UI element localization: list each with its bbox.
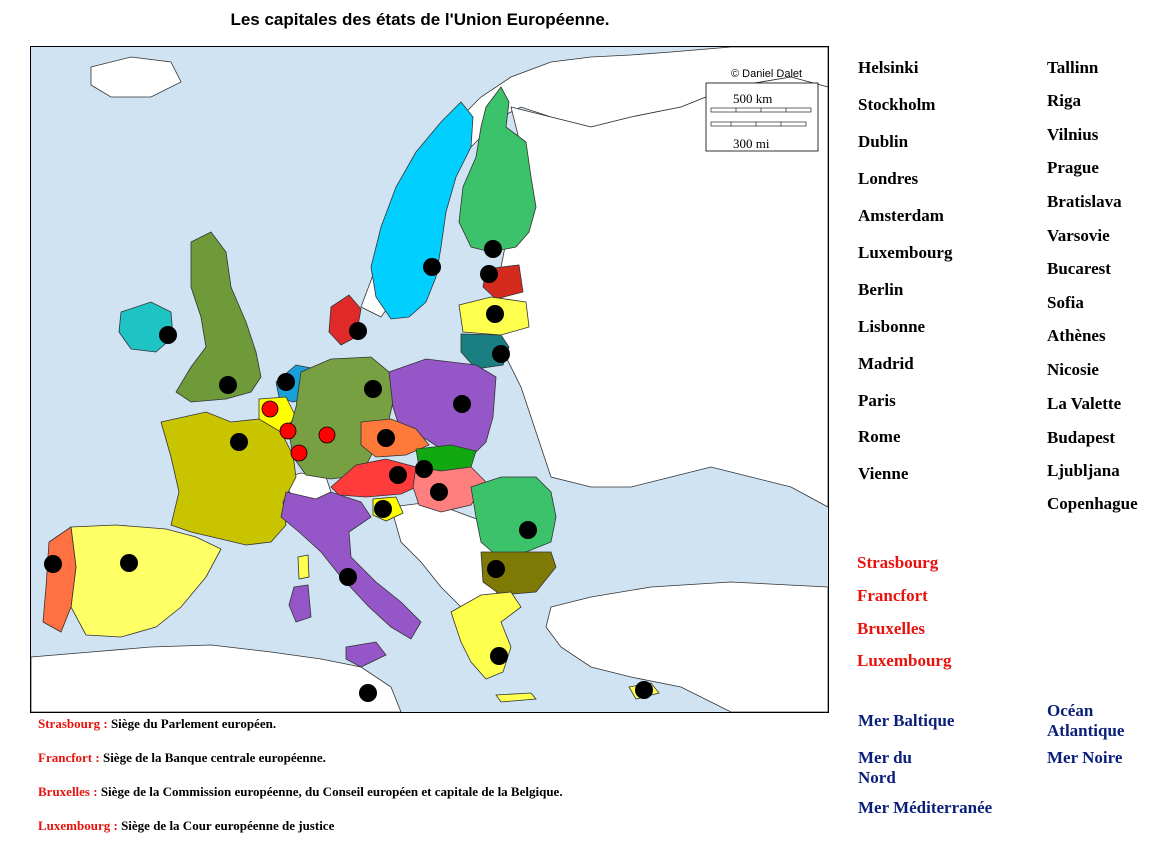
marker-luxembourg[interactable] bbox=[280, 423, 296, 439]
capital-label-vienne[interactable]: Vienne bbox=[858, 464, 909, 483]
sea-label-mer-du-nord[interactable]: Mer du Nord bbox=[858, 748, 912, 787]
capital-label-varsovie[interactable]: Varsovie bbox=[1047, 226, 1110, 245]
legend-row bbox=[38, 818, 334, 834]
capital-label-lisbonne[interactable]: Lisbonne bbox=[858, 317, 926, 336]
marker-warsaw[interactable] bbox=[453, 395, 471, 413]
scale-mi: 300 mi bbox=[733, 136, 770, 151]
capital-label-nicosie[interactable]: Nicosie bbox=[1047, 360, 1099, 379]
capital-label-bratislava[interactable]: Bratislava bbox=[1047, 192, 1122, 211]
marker-helsinki[interactable] bbox=[484, 240, 502, 258]
sea-label-ocean-atlantique[interactable]: Océan Atlantique bbox=[1047, 701, 1125, 740]
marker-lisbon[interactable] bbox=[44, 555, 62, 573]
marker-prague[interactable] bbox=[377, 429, 395, 447]
institution-label-strasbourg[interactable]: Strasbourg bbox=[857, 553, 939, 572]
legend-description: Siège de la Banque centrale européenne. bbox=[102, 750, 326, 765]
country-france bbox=[161, 412, 296, 545]
marker-strasbourg[interactable] bbox=[291, 445, 307, 461]
marker-stockholm[interactable] bbox=[423, 258, 441, 276]
marker-berlin[interactable] bbox=[364, 380, 382, 398]
sea-label-mer-baltique[interactable]: Mer Baltique bbox=[858, 711, 955, 730]
marker-dublin[interactable] bbox=[159, 326, 177, 344]
capital-label-londres[interactable]: Londres bbox=[858, 169, 919, 188]
marker-athens[interactable] bbox=[490, 647, 508, 665]
capital-label-vilnius[interactable]: Vilnius bbox=[1047, 125, 1099, 144]
capital-label-stockholm[interactable]: Stockholm bbox=[858, 95, 936, 114]
capital-label-ljubljana[interactable]: Ljubljana bbox=[1047, 461, 1120, 480]
capital-label-sofia[interactable]: Sofia bbox=[1047, 293, 1084, 312]
legend-city: Strasbourg : bbox=[38, 716, 111, 731]
legend-description: Siège de la Commission européenne, du Conseil européen et capitale de la Belgique. bbox=[100, 784, 563, 799]
capital-label-riga[interactable]: Riga bbox=[1047, 91, 1081, 110]
page-title: Les capitales des états de l'Union Européenne. bbox=[230, 10, 610, 29]
legend-city: Bruxelles : bbox=[38, 784, 101, 799]
sea-label-mer-mediterranee[interactable]: Mer Méditerranée bbox=[858, 798, 993, 817]
marker-riga[interactable] bbox=[486, 305, 504, 323]
marker-london[interactable] bbox=[219, 376, 237, 394]
country-corsica bbox=[298, 555, 309, 579]
map-canvas bbox=[31, 47, 828, 712]
legend-row bbox=[38, 750, 326, 766]
marker-bratislava[interactable] bbox=[415, 460, 433, 478]
capital-label-berlin[interactable]: Berlin bbox=[858, 280, 904, 299]
capital-label-tallinn[interactable]: Tallinn bbox=[1047, 58, 1099, 77]
marker-paris[interactable] bbox=[230, 433, 248, 451]
scale-km: 500 km bbox=[733, 91, 773, 106]
capital-label-rome[interactable]: Rome bbox=[858, 427, 901, 446]
marker-tallinn[interactable] bbox=[480, 265, 498, 283]
legend-row bbox=[38, 784, 563, 800]
capital-label-bucarest[interactable]: Bucarest bbox=[1047, 259, 1111, 278]
institution-label-francfort[interactable]: Francfort bbox=[857, 586, 928, 605]
marker-frankfurt[interactable] bbox=[319, 427, 335, 443]
marker-vilnius[interactable] bbox=[492, 345, 510, 363]
capital-label-amsterdam[interactable]: Amsterdam bbox=[858, 206, 944, 225]
capital-label-paris[interactable]: Paris bbox=[858, 391, 896, 410]
capital-label-athenes[interactable]: Athènes bbox=[1047, 326, 1106, 345]
capital-label-prague[interactable]: Prague bbox=[1047, 158, 1099, 177]
institution-label-bruxelles[interactable]: Bruxelles bbox=[857, 619, 925, 638]
marker-amsterdam[interactable] bbox=[277, 373, 295, 391]
marker-sofia[interactable] bbox=[487, 560, 505, 578]
marker-bucharest[interactable] bbox=[519, 521, 537, 539]
legend-city: Francfort : bbox=[38, 750, 103, 765]
capital-label-budapest[interactable]: Budapest bbox=[1047, 428, 1116, 447]
credit-text: © Daniel Dalet bbox=[731, 68, 803, 80]
capital-label-dublin[interactable]: Dublin bbox=[858, 132, 909, 151]
legend-city: Luxembourg : bbox=[38, 818, 122, 833]
country-romania bbox=[471, 477, 556, 555]
capital-label-madrid[interactable]: Madrid bbox=[858, 354, 914, 373]
europe-map[interactable] bbox=[30, 46, 829, 713]
marker-copenhagen[interactable] bbox=[349, 322, 367, 340]
marker-brussels[interactable] bbox=[262, 401, 278, 417]
capital-label-la-valette[interactable]: La Valette bbox=[1047, 394, 1122, 413]
marker-madrid[interactable] bbox=[120, 554, 138, 572]
institution-label-luxembourg[interactable]: Luxembourg bbox=[857, 651, 952, 670]
marker-nicosia[interactable] bbox=[635, 681, 653, 699]
marker-vienna[interactable] bbox=[389, 466, 407, 484]
marker-budapest[interactable] bbox=[430, 483, 448, 501]
marker-rome[interactable] bbox=[339, 568, 357, 586]
sea-label-mer-noire[interactable]: Mer Noire bbox=[1047, 748, 1123, 767]
capital-label-helsinki[interactable]: Helsinki bbox=[858, 58, 919, 77]
marker-ljubljana[interactable] bbox=[374, 500, 392, 518]
legend-row bbox=[38, 716, 276, 732]
capital-label-copenhague[interactable]: Copenhague bbox=[1047, 494, 1138, 513]
legend-description: Siège du Parlement européen. bbox=[110, 716, 277, 731]
marker-valletta[interactable] bbox=[359, 684, 377, 702]
legend-description: Siège de la Cour européenne de justice bbox=[121, 818, 335, 833]
capital-label-luxembourg[interactable]: Luxembourg bbox=[858, 243, 953, 262]
